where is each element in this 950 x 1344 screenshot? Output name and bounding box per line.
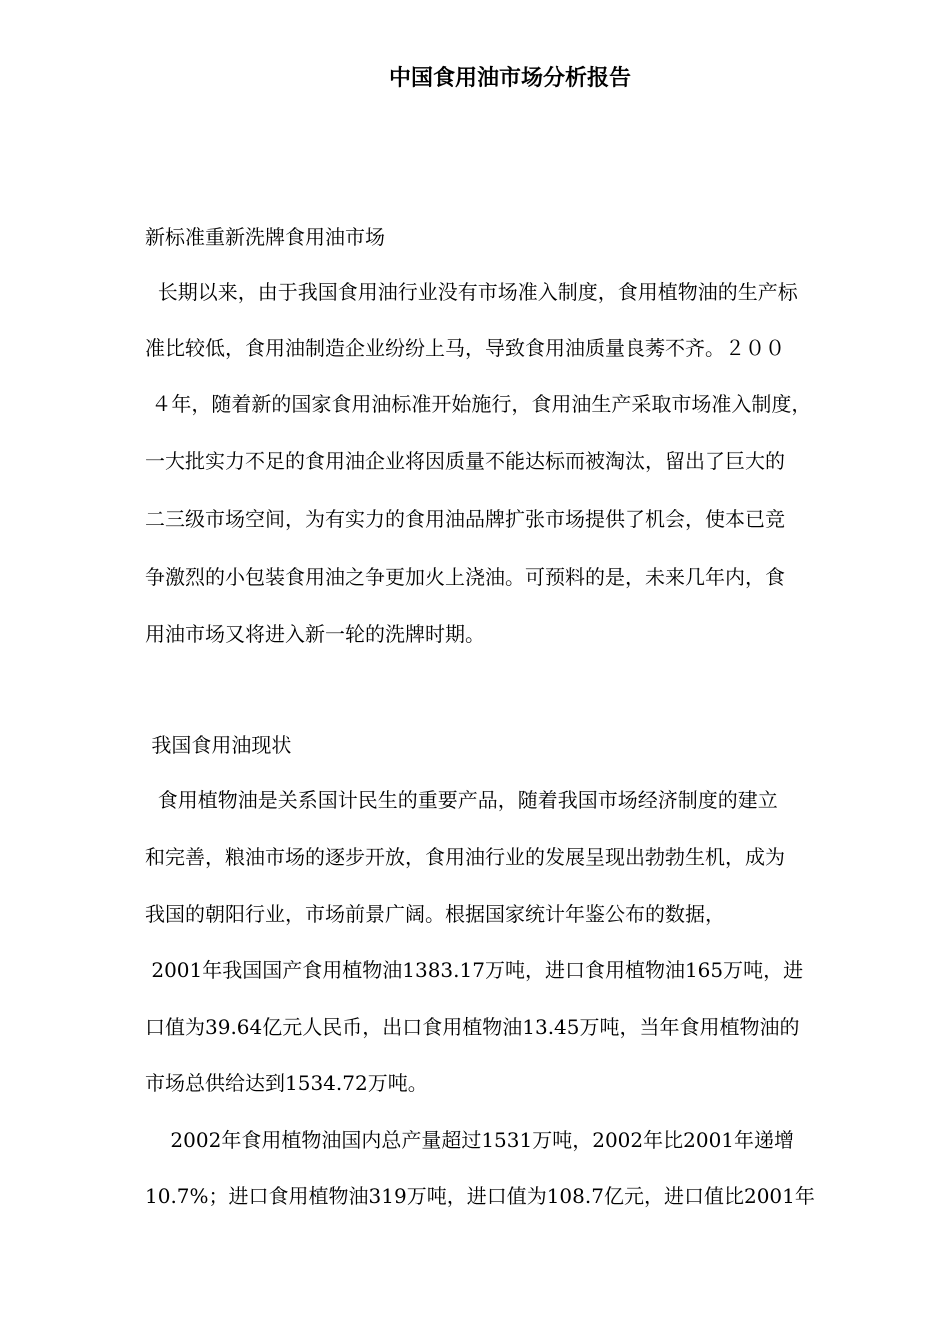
section-heading: 我国食用油现状 <box>145 733 292 757</box>
paragraph-line: 一大批实力不足的食用油企业将因质量不能达标而被淘汰，留出了巨大的 <box>145 449 785 473</box>
paragraph-line: 准比较低，食用油制造企业纷纷上马，导致食用油质量良莠不齐。２００ <box>145 336 785 360</box>
paragraph-line: 2002年食用植物油国内总产量超过1531万吨，2002年比2001年递增 <box>145 1128 795 1152</box>
paragraph-line: 市场总供给达到1534.72万吨。 <box>145 1071 428 1095</box>
paragraph-line: 10.7%；进口食用植物油319万吨，进口值为108.7亿元，进口值比2001年 <box>145 1184 815 1208</box>
document-title: 中国食用油市场分析报告 <box>388 65 631 91</box>
paragraph-line: 食用植物油是关系国计民生的重要产品，随着我国市场经济制度的建立 <box>145 788 778 812</box>
paragraph-line: 口值为39.64亿元人民币，出口食用植物油13.45万吨，当年食用植物油的 <box>145 1015 800 1039</box>
paragraph-line: 争激烈的小包装食用油之争更加火上浇油。可预料的是，未来几年内，食 <box>145 565 785 589</box>
paragraph-line: 2001年我国国产食用植物油1383.17万吨，进口食用植物油165万吨，进 <box>145 958 804 982</box>
paragraph-line: 用油市场又将进入新一轮的洗牌时期。 <box>145 622 485 646</box>
section-heading: 新标准重新洗牌食用油市场 <box>145 225 385 249</box>
paragraph-line: ４年，随着新的国家食用油标准开始施行，食用油生产采取市场准入制度， <box>145 392 812 416</box>
paragraph-line: 我国的朝阳行业，市场前景广阔。根据国家统计年鉴公布的数据， <box>145 902 725 926</box>
paragraph-line: 二三级市场空间，为有实力的食用油品牌扩张市场提供了机会，使本已竞 <box>145 507 785 531</box>
paragraph-line: 长期以来，由于我国食用油行业没有市场准入制度，食用植物油的生产标 <box>145 280 798 304</box>
paragraph-line: 和完善，粮油市场的逐步开放，食用油行业的发展呈现出勃勃生机，成为 <box>145 845 785 869</box>
